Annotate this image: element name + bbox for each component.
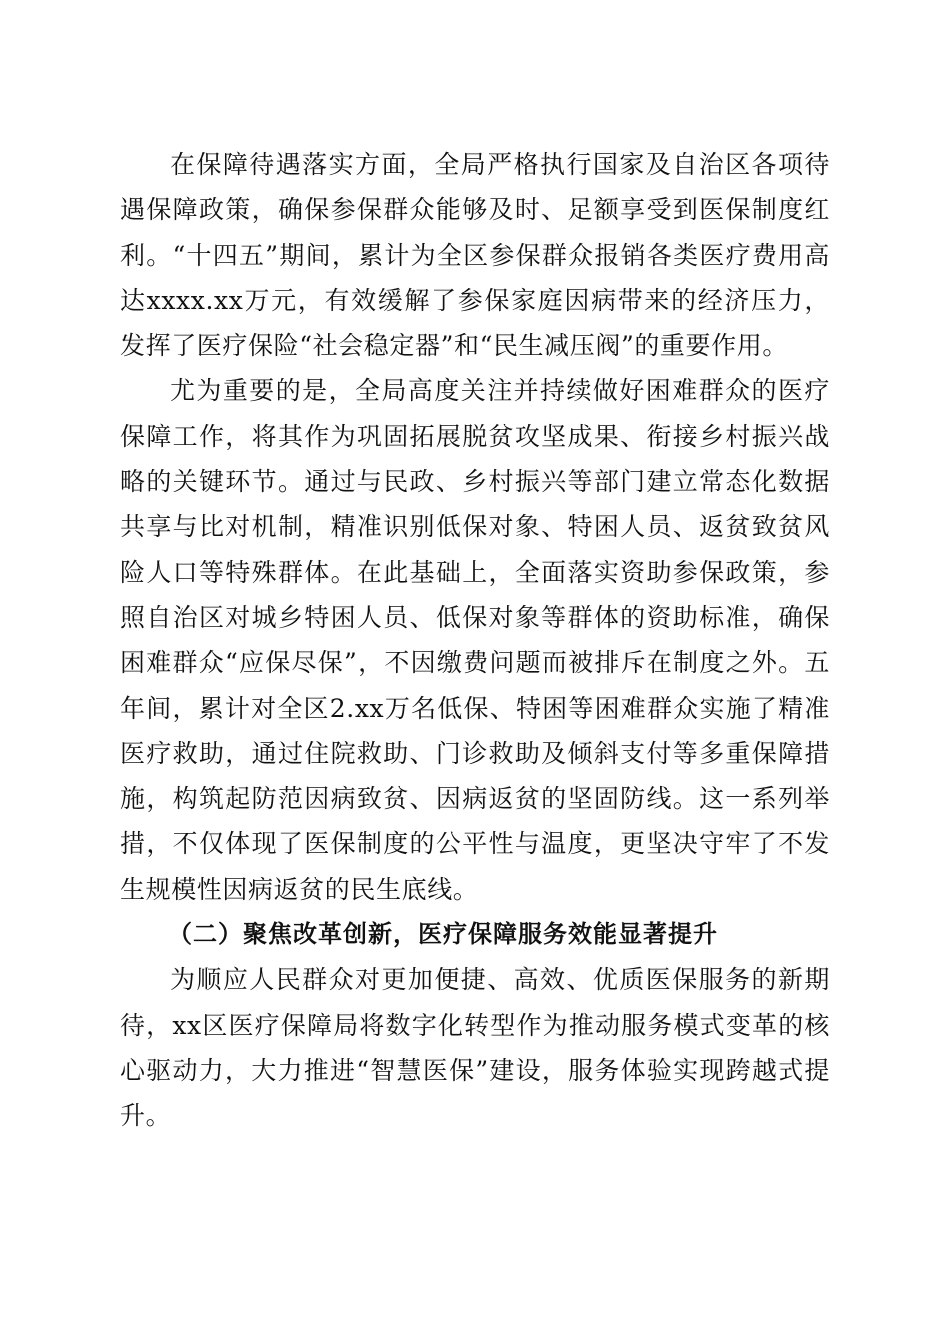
paragraph-poverty-relief: 尤为重要的是，全局高度关注并持续做好困难群众的医疗保障工作，将其作为巩固拓展脱贫攻坚成果、衔接乡村振兴战略的关键环节。通过与民政、乡村振兴等部门建立常态化数据共享与比对机制，精准识别低保对象、特困人员、返贫致贫风险人口等特殊群体。在此基础上，全面落实资助参保政策，参照自治区对城乡特困人员、低保对象等群体的资助标准，确保困难群众“应保尽保”，不因缴费问题而被排斥在制度之外。五年间，累计对全区2.xx万名低保、特困等困难群众实施了精准医疗救助，通过住院救助、门诊救助及倾斜支付等多重保障措施，构筑起防范因病致贫、因病返贫的坚固防线。这一系列举措，不仅体现了医保制度的公平性与温度，更坚决守牢了不发生规模性因病返贫的民生底线。 (120, 376, 830, 904)
section-heading: （二）聚焦改革创新，医疗保障服务效能显著提升 (168, 920, 718, 949)
paragraph-smart-insurance: 为顺应人民群众对更加便捷、高效、优质医保服务的新期待，xx区医疗保障局将数字化转型作为推动服务模式变革的核心驱动力，大力推进“智慧医保”建设，服务体验实现跨越式提升。 (120, 965, 830, 1131)
document-body (120, 142, 830, 1139)
paragraph-benefits: 在保障待遇落实方面，全局严格执行国家及自治区各项待遇保障政策，确保参保群众能够及时、足额享受到医保制度红利。“十四五”期间，累计为全区参保群众报销各类医疗费用高达xxxx.xx万元，有效缓解了参保家庭因病带来的经济压力，发挥了医疗保险“社会稳定器”和“民生减压阀”的重要作用。 (120, 150, 830, 361)
